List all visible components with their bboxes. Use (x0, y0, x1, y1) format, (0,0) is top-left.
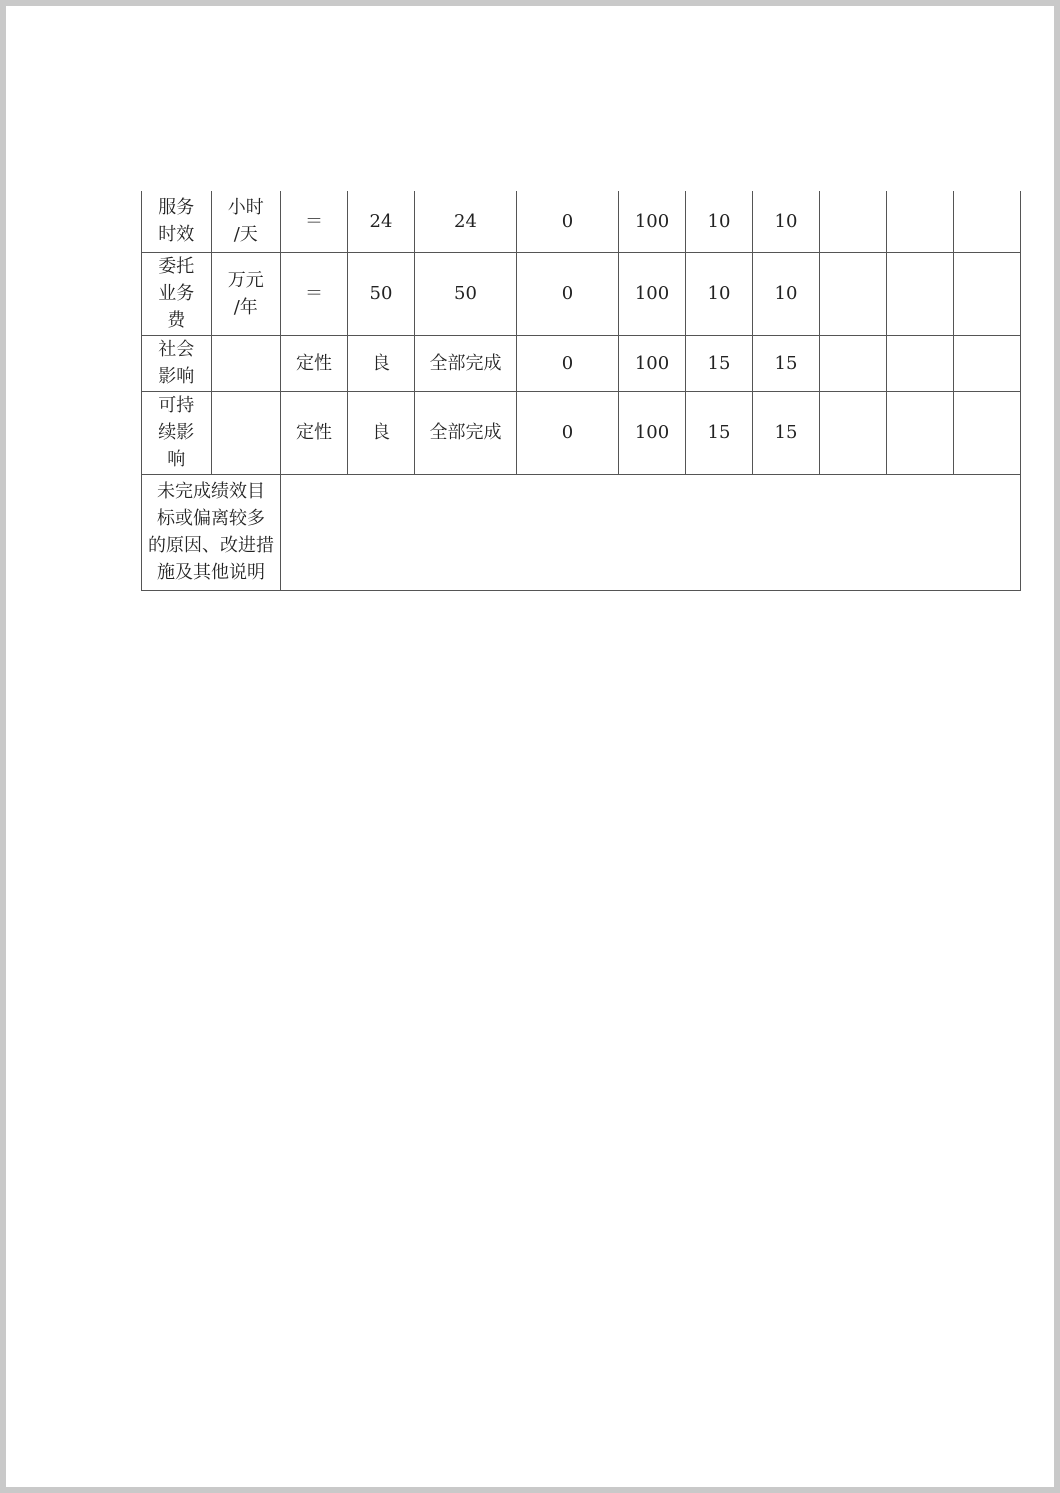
completion-rate-cell: 100 (619, 191, 686, 252)
deviation-cell: 0 (517, 391, 619, 474)
blank-cell (954, 252, 1021, 335)
actual-value-cell: 50 (415, 252, 517, 335)
weight-cell: 15 (686, 335, 753, 391)
operator-cell: 定性 (281, 391, 348, 474)
target-value-cell: 24 (348, 191, 415, 252)
actual-value-cell: 24 (415, 191, 517, 252)
completion-rate-cell: 100 (619, 252, 686, 335)
actual-value-cell: 全部完成 (415, 391, 517, 474)
operator-cell: ＝ (281, 252, 348, 335)
weight-cell: 10 (686, 252, 753, 335)
indicator-cell: 委托 业务 费 (142, 252, 212, 335)
notes-content (281, 474, 1021, 590)
unit-cell (211, 391, 281, 474)
table-row (142, 191, 1021, 252)
score-cell: 15 (753, 335, 820, 391)
weight-cell: 10 (686, 191, 753, 252)
blank-cell (820, 391, 887, 474)
indicator-cell: 可持 续影 响 (142, 391, 212, 474)
blank-cell (887, 191, 954, 252)
completion-rate-cell: 100 (619, 391, 686, 474)
notes-row (142, 474, 1021, 590)
unit-cell: 小时 /天 (211, 191, 281, 252)
score-cell: 10 (753, 191, 820, 252)
target-value-cell: 50 (348, 252, 415, 335)
table-row (142, 252, 1021, 335)
blank-cell (820, 252, 887, 335)
table-row (142, 391, 1021, 474)
deviation-cell: 0 (517, 191, 619, 252)
score-cell: 15 (753, 391, 820, 474)
performance-table (141, 191, 1021, 591)
blank-cell (820, 335, 887, 391)
blank-cell (954, 191, 1021, 252)
indicator-cell: 社会 影响 (142, 335, 212, 391)
indicator-cell: 服务 时效 (142, 191, 212, 252)
blank-cell (887, 391, 954, 474)
completion-rate-cell: 100 (619, 335, 686, 391)
target-value-cell: 良 (348, 391, 415, 474)
operator-cell: ＝ (281, 191, 348, 252)
deviation-cell: 0 (517, 335, 619, 391)
blank-cell (954, 391, 1021, 474)
target-value-cell: 良 (348, 335, 415, 391)
unit-cell (211, 335, 281, 391)
weight-cell: 15 (686, 391, 753, 474)
actual-value-cell: 全部完成 (415, 335, 517, 391)
document-page (6, 6, 1054, 1487)
unit-cell: 万元 /年 (211, 252, 281, 335)
score-cell: 10 (753, 252, 820, 335)
blank-cell (887, 335, 954, 391)
notes-label: 未完成绩效目 标或偏离较多 的原因、改进措 施及其他说明 (142, 474, 281, 590)
deviation-cell: 0 (517, 252, 619, 335)
operator-cell: 定性 (281, 335, 348, 391)
blank-cell (820, 191, 887, 252)
blank-cell (887, 252, 954, 335)
table-row (142, 335, 1021, 391)
blank-cell (954, 335, 1021, 391)
